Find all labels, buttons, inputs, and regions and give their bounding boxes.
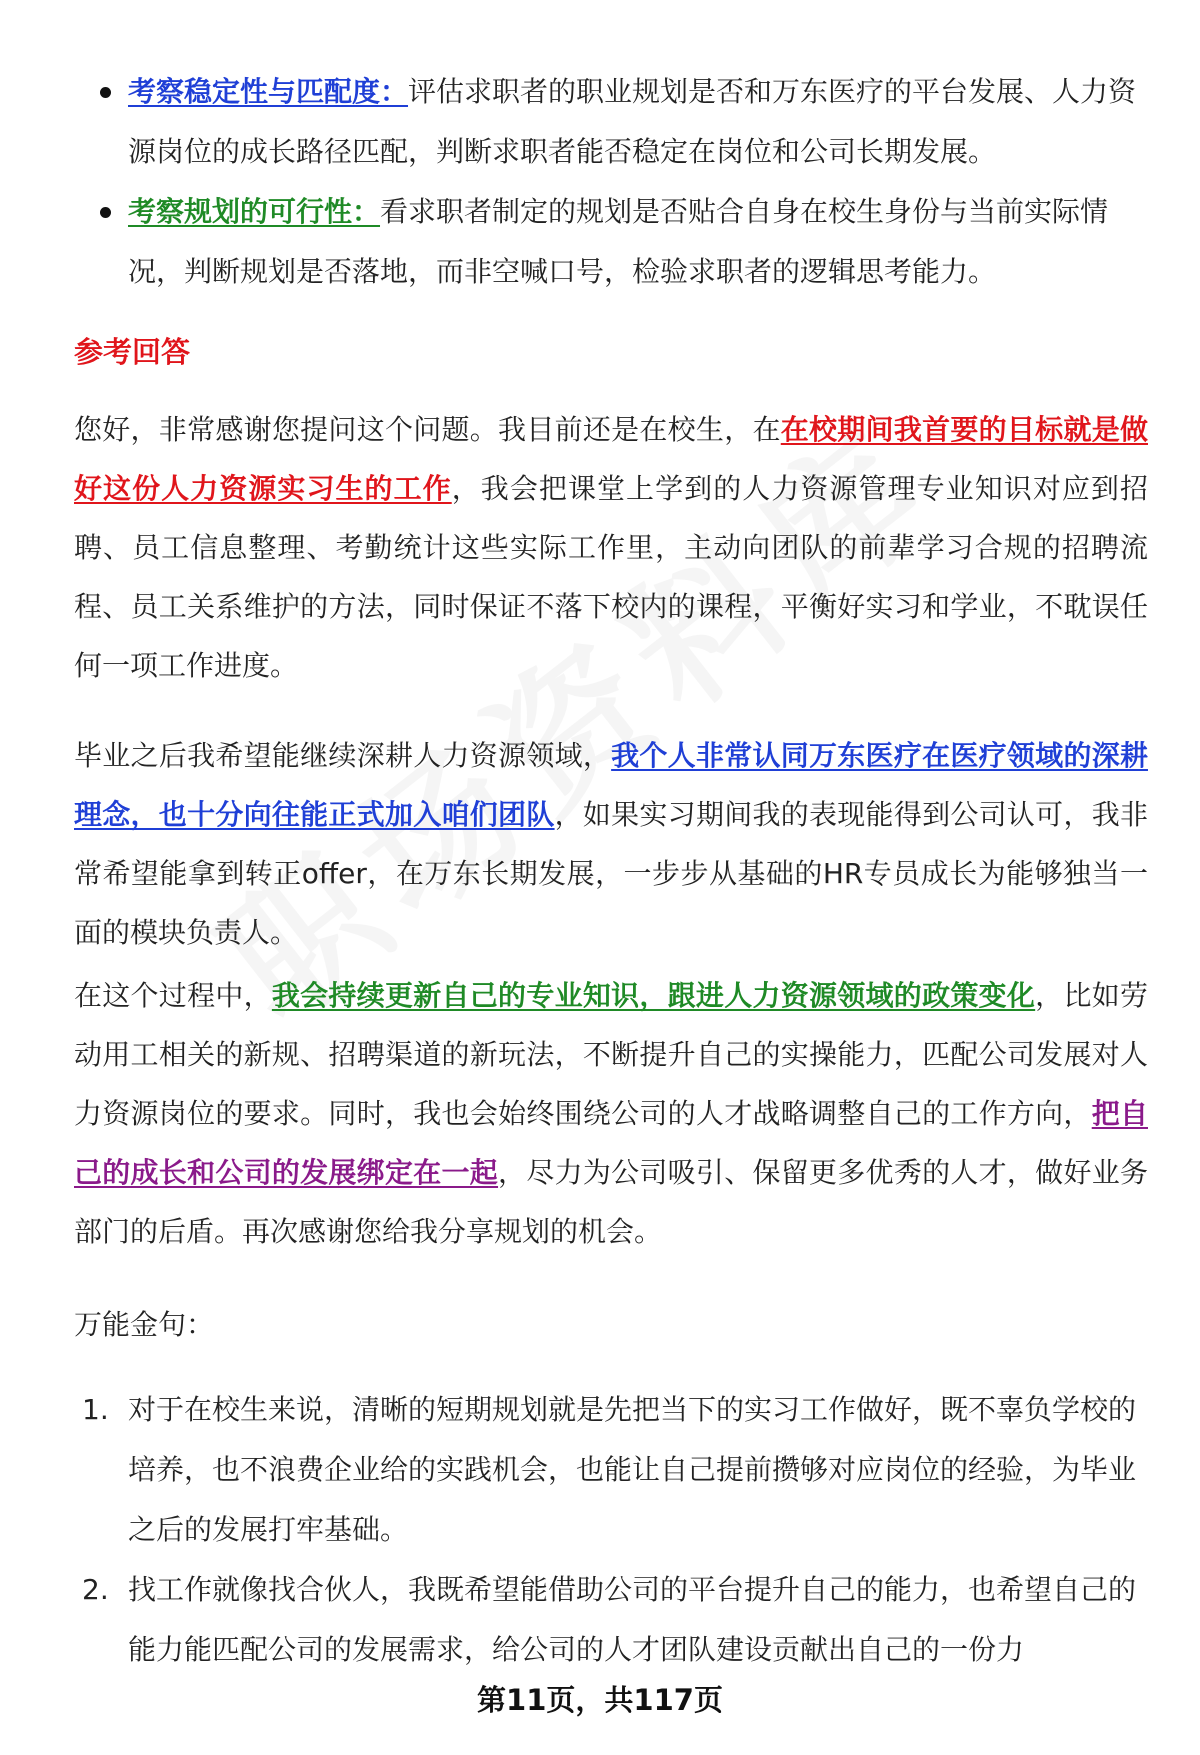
- list-number: 1.: [82, 1393, 109, 1426]
- bullet-item: [96, 182, 1146, 302]
- list-number: 2.: [82, 1573, 109, 1606]
- bullet-text: 评估求职者的职业规划是否和万东医疗的平台发展、人力资源岗位的成长路径匹配，判断求职者能否稳定在岗位和公司长期发展。: [128, 75, 1137, 168]
- para-highlight: 在校期间我首要的目标就是做好这份人力资源实习生的工作: [74, 413, 1148, 505]
- para-text: 您好，非常感谢您提问这个问题。我目前还是在校生，在: [74, 413, 781, 446]
- golden-sentence-list: [82, 1380, 1148, 1680]
- bullet-dot-icon: [100, 87, 111, 98]
- para-text: ，尽力为公司吸引、保留更多优秀的人才，做好业务部门的后盾。再次感谢您给我分享规划的机会。: [74, 1156, 1148, 1248]
- para-highlight: 把自己的成长和公司的发展绑定在一起: [74, 1097, 1148, 1189]
- list-item-text: 对于在校生来说，清晰的短期规划就是先把当下的实习工作做好，既不辜负学校的培养，也不浪费企业给的实践机会，也能让自己提前攒够对应岗位的经验，为毕业之后的发展打牢基础。: [128, 1393, 1137, 1546]
- list-item: [82, 1560, 1148, 1680]
- answer-paragraph-2: [74, 726, 1148, 962]
- bullet-item: [96, 62, 1146, 182]
- answer-paragraph-3: [74, 966, 1148, 1261]
- para-text: 毕业之后我希望能继续深耕人力资源领域，: [74, 739, 612, 772]
- para-highlight: 我会持续更新自己的专业知识，跟进人力资源领域的政策变化: [271, 979, 1036, 1012]
- bullet-highlight: 考察稳定性与匹配度：: [128, 75, 409, 108]
- answer-paragraph-1: [74, 400, 1148, 695]
- para-text: ，如果实习期间我的表现能得到公司认可，我非常希望能拿到转正offer，在万东长期发展，一步步从基础的HR专员成长为能够独当一面的模块负责人。: [74, 798, 1148, 949]
- para-highlight: 我个人非常认同万东医疗在医疗领域的深耕理念，也十分向往能正式加入咱们团队: [74, 739, 1148, 831]
- list-item: [82, 1380, 1148, 1560]
- page-number: 第11页，共117页: [477, 1683, 723, 1717]
- para-text: ，我会把课堂上学到的人力资源管理专业知识对应到招聘、员工信息整理、考勤统计这些实际工作里，主动向团队的前辈学习合规的招聘流程、员工关系维护的方法，同时保证不落下校内的课程，平衡好实习和学业，不耽误任何一项工作进度。: [74, 472, 1148, 682]
- list-item-text: 找工作就像找合伙人，我既希望能借助公司的平台提升自己的能力，也希望自己的能力能匹配公司的发展需求，给公司的人才团队建设贡献出自己的一份力: [128, 1573, 1137, 1666]
- golden-sentences-heading: 万能金句：: [74, 1308, 215, 1341]
- bullet-highlight: 考察规划的可行性：: [128, 195, 381, 228]
- para-text: 在这个过程中，: [74, 979, 272, 1012]
- bullet-list: [96, 62, 1146, 302]
- bullet-text: 看求职者制定的规划是否贴合自身在校生身份与当前实际情况，判断规划是否落地，而非空喊口号，检验求职者的逻辑思考能力。: [128, 195, 1109, 288]
- bullet-dot-icon: [100, 207, 111, 218]
- section-title: 参考回答: [74, 335, 191, 369]
- para-text: ，比如劳动用工相关的新规、招聘渠道的新玩法，不断提升自己的实操能力，匹配公司发展对人力资源岗位的要求。同时，我也会始终围绕公司的人才战略调整自己的工作方向，: [74, 979, 1148, 1130]
